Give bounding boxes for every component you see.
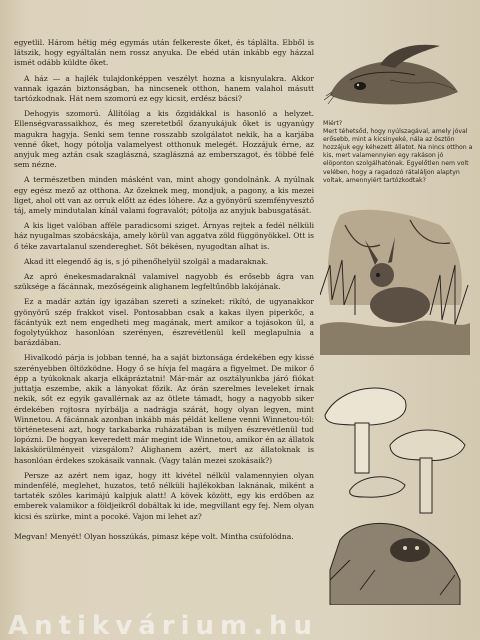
paragraph: Akad itt elegendő ág is, s jó pihenőhelyül szolgál a madaraknak. — [24, 256, 269, 266]
paragraph: Persze az azért nem igaz, hogy itt kivétel nélkül valamennyien olyan mindenfélé, meglehet, huzatos, tető nélküli hajlékokban laknának, miként a tartaték szöles karimájú kalpjuk alatt! A kövek között, egy kis erdőben az emberek valamikor a földjeikről dobáltak ki ide, megvillant egy fej. Nem olyan kicsi és szürke, mint a pocoké. Vajon mi lehet az? — [14, 470, 314, 521]
paragraph: Hivalkodó párja is jobban tenné, ha a saját biztonsága érdekében egy kissé szerényebben öltözködne. Hogy ő se hívja fel magára a figyelmet. De mikor ő épp a tyúkoknak akarja elkápráztatni! Már-már az osztályunkba járó fiókat juttatja eszembe, akik a lányokat főzik. Az órán szerelmes leveleket írnak nekik, sőt ez egyik gavallérnak az az ötlete támadt, hogy a nagyobb siker érdekében rojtosra nyírbálja a nadrágja szárát, hogy olyan legyen, mint Winnetou. A fácánnak azonban inkább más példát kellene venni Winnetou-tól: történeteseni azt, hogy tarkabarka ruházatában is milyen észrevétlenül tud lopózni. De hogyan keveredett már megint ide Winnetou, amikor én az állatok lakáskörülményeit vizsgálom? Alighanem azért, mert az állatoknak is hasonlóan érdekes szokásaik vannak. (Vagy talán mezei szokásaik?) — [14, 353, 314, 465]
fawn-in-grass-illustration — [320, 205, 470, 355]
hare-head-illustration — [320, 40, 470, 115]
caption-text: Mert téhetsőd, hogy nyúlszagával, amely jóval erősebb, mint a kicsinyeké, nála az ösztön hozzájuk egy kéhezett állatot. Na nincs otthon a kis, mert valamennyien egy rakáson jó elöponton szolgálhatónak. Egyelőtlen nem volt velében, hogy a ragadozó rátaláljon alaptyn voltak, amennyiért tartózkodtak? — [323, 128, 473, 184]
paragraph: Ez a madár aztán így igazában szereti a színeket: rikító, de ugyanakkor gyönyörű szép frakkot visel. Pontosabban csak a kakas ilyen piperkőc, a fácántyúk ezt nem engedheti meg magának, mert amikor a tojásokon ül, a fogolytyúkhoz hasonlóan szerényen, észrevétlenül kell meglapulnia a barázdában. — [14, 297, 314, 348]
paragraph: Dehogyis szomorú. Állítólag a kis őzgidákkal is hasonló a helyzet. Ellenségvarassaikhoz, és meg szeretetből őzanyukájuk őket is ugyanúgy magukra hagyja. Senki sem tenne rosszabb szolgálatot nekik, ha a karjába venné őket, hogy pótolja valamelyest otthonuk melegét. Hozzájuk érne, az anyjuk meg aztán csak szaglászná, szaglászná az emberszagot, és többé felé sem nézne. — [14, 109, 314, 170]
paragraph: Az apró énekesmadaraknál valamivel nagyobb és erősebb ágra van szüksége a fácánnak, mezőségeink alighanem legfeltűnőbb lakójának. — [14, 272, 314, 292]
paragraph: Megvan! Menyét! Olyan hosszúkás, pimasz képe volt. Mintha csúfolódna. — [14, 531, 294, 541]
article-text — [14, 38, 314, 547]
paragraph: egyetlil. Három hétig még egymás után felkereste őket, és táplálta. Ebből is látszik, hogy egyáltalán nem rossz anyuka. De ebéd után inkább egy házzal ismét odább küldte őket. — [14, 38, 314, 68]
weasel-and-mushrooms-illustration — [320, 380, 470, 605]
side-caption — [323, 120, 473, 185]
paragraph: A ház — a hajlék tulajdonképpen veszélyt hozna a kisnyulakra. Akkor vannak igazán biztonságban, ha nincsenek otthon, hanem valahol másutt tartózkodnak. Hát nem szomorú ez egy kicsit, erdész bácsi? — [14, 73, 314, 104]
caption-question: Miért? — [323, 120, 343, 127]
paragraph: A természetben minden másként van, mint ahogy gondolnánk. A nyúlnak egy egész mező az otthona. Az őzeknek meg, mondjuk, a pagony, a kis mezei liget, ahol ott van az orruk előtt az édes lóhere. Az a gyönyörű szemfényvesztő táj, amely mindutalan kínál valami fogravalót; pótolja az anyjuk babusgatását. — [14, 175, 314, 216]
watermark: Antikvárium.hu — [8, 612, 318, 640]
paragraph: A kis liget valóban afféle paradicsomi sziget. Árnyas rejtek a fedél nélküli ház nyugalmas szobácskája, amely körül van aggatva zöld függönyökkel. Ott is ő téke zavartalanul szendereghet. Sőt békésen, nyugodtan alhat is. — [14, 221, 314, 251]
